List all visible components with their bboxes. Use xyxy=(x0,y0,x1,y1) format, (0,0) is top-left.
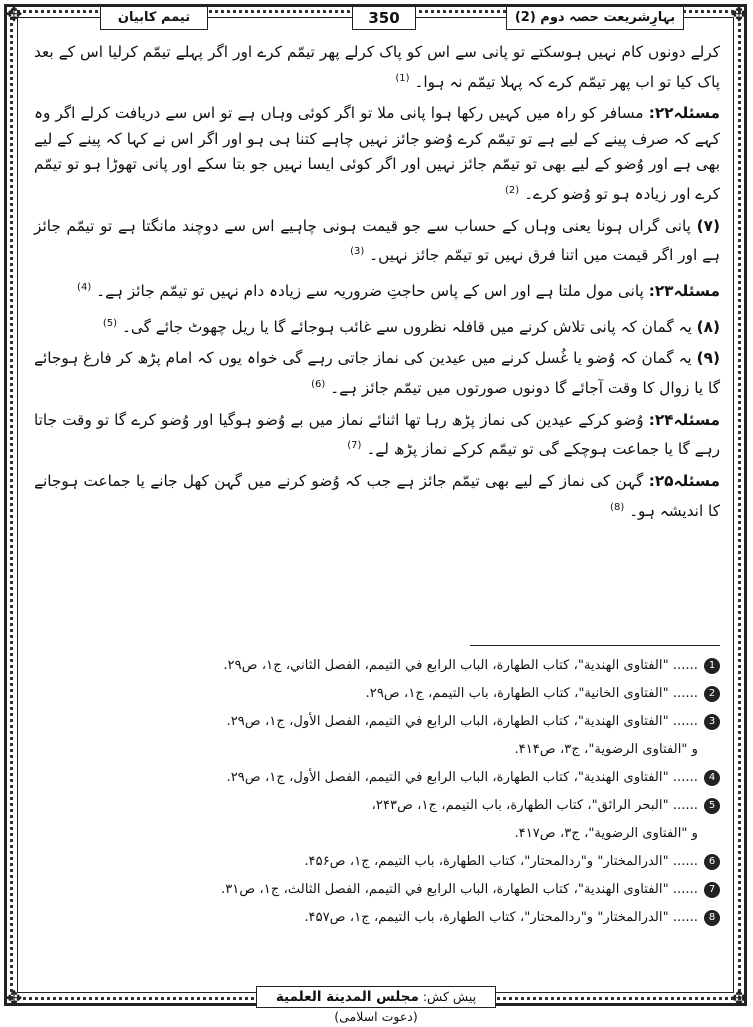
publisher-name: مجلس المدینة العلمیة xyxy=(275,989,419,1005)
footnote-number: 6 xyxy=(704,854,720,870)
footnote-item xyxy=(34,684,720,704)
paragraph xyxy=(34,408,720,463)
publisher-prefix: پیش کش: xyxy=(422,989,477,1004)
footnote-text: ...... "الفتاوی الهندیة"، کتاب الطهارة، الباب الرابع في التیمم، الفصل الثالث، ج۱، ص۳۱. xyxy=(221,882,698,897)
paragraph xyxy=(34,40,720,95)
paragraph xyxy=(34,311,720,341)
paragraph-text: مسافر کو راہ میں کہیں رکھا ہوا پانی ملا تو اگر کوئی وہاں ہے تو اس سے دریافت کرلے اگر وہ کہے کہ صرف پینے کے لیے ہے تو تیمّم کرے وُضو جائز نہیں چاہے کتنا ہی ہو اور اگر اس نے کہا کہ پینے کے لیے بھی ہے اور وُضو کے لیے بھی تو تیمّم جائز نہیں اور اگر کوئی ایسا نہیں جو بتا سکے اور پانی تھوڑا ہو تو تیمّم کرے اور زیادہ ہو تو وُضو کرے۔ xyxy=(34,104,720,204)
footnote-ref[interactable]: (3) xyxy=(350,246,365,258)
publisher-suffix: (دعوت اسلامی) xyxy=(334,1009,418,1024)
page-footer xyxy=(0,986,753,1024)
footnote-ref[interactable]: (8) xyxy=(610,501,625,513)
footnote-text: ...... "الفتاوی الهندیة"، کتاب الطهارة، الباب الرابع في التیمم، الفصل الأول، ج۱، ص۲۹. xyxy=(226,770,698,785)
publisher-box xyxy=(256,986,496,1024)
paragraph xyxy=(34,214,720,269)
paragraph-text: یہ گمان کہ وُضو یا غُسل کرنے میں عیدین کی نماز جاتی رہے گی خواہ یوں کہ امام پڑھ کر فارغ ہوجائے گا یا زوال کا وقت آجائے گا دونوں صورتوں میں تیمّم جائز ہے۔ xyxy=(34,349,720,398)
footnote-text: ...... "الفتاوی الهندیة"، کتاب الطهارة، الباب الرابع في التیمم، الفصل الأول، ج۱، ص۲۹. xyxy=(226,714,698,729)
footnote-number: 7 xyxy=(704,882,720,898)
clause-label: (۹) xyxy=(696,349,720,368)
footnote-text: ...... "الفتاوی الخانیة"، کتاب الطهارة، باب التیمم، ج۱، ص۲۹. xyxy=(365,686,698,701)
footnote-ref[interactable]: (1) xyxy=(395,72,410,84)
paragraph-text: پانی گراں ہونا یعنی وہاں کے حساب سے جو قیمت ہونی چاہیے اس سے دوچند مانگتا ہے تو تیمّم جائز ہے اور اگر قیمت میں اتنا فرق نہیں تو تیمّم جائز نہیں۔ xyxy=(34,216,720,265)
footnote-number: 5 xyxy=(704,798,720,814)
paragraph-text: کرلے دونوں کام نہیں ہوسکتے تو پانی سے اس کو پاک کرلے پھر تیمّم کرے اور اگر پہلے تیمّم کرلیا اس کے بعد پاک کیا تو اب پھر تیمّم کرے کہ پہلا تیمّم نہ ہوا۔ xyxy=(34,43,720,91)
footnote-text: و "الفتاوی الرضویة"، ج۳، ص۴۱۷. xyxy=(514,826,698,841)
footnote-number xyxy=(704,742,720,758)
page-header xyxy=(0,6,753,32)
paragraph-text: گہن کی نماز کے لیے بھی تیمّم جائز ہے جب کہ وُضو کرنے میں گہن کھل جانے یا جماعت ہوجانے کا اندیشہ ہو۔ xyxy=(34,471,720,520)
footnote-number xyxy=(704,826,720,842)
book-title: بہارِشریعت حصہ دوم (2) xyxy=(506,6,684,30)
footnote-text: و "الفتاوی الرضویة"، ج۳، ص۴۱۴. xyxy=(514,742,698,757)
footnote-ref[interactable]: (5) xyxy=(102,317,118,329)
page-number: 350 xyxy=(352,6,416,30)
footnote-number: 8 xyxy=(704,910,720,926)
footnote-text: ...... "البحر الرائق"، کتاب الطهارة، باب التیمم، ج۱، ص۲۴۳، xyxy=(371,798,698,813)
footnote-item xyxy=(34,880,720,900)
corner-ornament-icon: ✥ xyxy=(5,986,23,1010)
footnote-item xyxy=(34,796,720,816)
footnote-item xyxy=(34,740,720,760)
footnote-number: 4 xyxy=(704,770,720,786)
footnote-ref[interactable]: (6) xyxy=(311,379,326,390)
footnote-item xyxy=(34,824,720,844)
clause-label: (۸) xyxy=(696,317,720,336)
footnote-number: 3 xyxy=(704,714,720,730)
footnote-ref[interactable]: (4) xyxy=(77,282,92,294)
corner-ornament-icon: ✥ xyxy=(5,2,23,26)
footnote-ref[interactable]: (2) xyxy=(505,185,520,197)
masala-label: مسئلہ۲۵: xyxy=(648,471,720,490)
footnote-item xyxy=(34,656,720,676)
footnote-item xyxy=(34,908,720,928)
paragraph-text: یہ گمان کہ پانی تلاش کرنے میں قافلہ نظروں سے غائب ہوجائے گا یا ریل چھوٹ جائے گی۔ xyxy=(121,317,692,336)
paragraph xyxy=(34,101,720,207)
paragraph xyxy=(34,346,720,401)
paragraph-text: پانی مول ملتا ہے اور اس کے پاس حاجتِ ضروریہ سے زیادہ دام نہیں تو تیمّم جائز ہے۔ xyxy=(96,282,644,301)
paragraph xyxy=(34,469,720,524)
masala-label: مسئلہ۲۲: xyxy=(648,104,720,123)
footnote-item xyxy=(34,852,720,872)
footnote-text: ...... "الفتاوی الهندیة"، کتاب الطهارة، الباب الرابع في التیمم، الفصل الثاني، ج۱، ص۲۹. xyxy=(223,658,698,673)
paragraph xyxy=(34,275,720,305)
footnotes xyxy=(34,656,720,936)
footnote-text: ...... "الدرالمختار" و"ردالمحتار"، کتاب الطهارة، باب التیمم، ج۱، ص۴۵۷. xyxy=(304,910,698,925)
clause-label: (۷) xyxy=(696,216,720,235)
corner-ornament-icon: ✥ xyxy=(730,2,748,26)
footnote-number: 1 xyxy=(704,658,720,674)
main-text xyxy=(34,40,720,530)
masala-label: مسئلہ۲۳: xyxy=(648,282,720,301)
corner-ornament-icon: ✥ xyxy=(730,986,748,1010)
footnote-ref[interactable]: (7) xyxy=(347,440,362,452)
paragraph-text: وُضو کرکے عیدین کی نماز پڑھ رہا تھا اثنائے نماز میں بے وُضو ہوگیا اور وُضو کرے گا تو وقت جاتا رہے گا یا جماعت ہوچکے گی تو تیمّم کرکے نماز پڑھ لے۔ xyxy=(34,410,720,459)
masala-label: مسئلہ۲۴: xyxy=(648,410,720,429)
footnote-divider xyxy=(470,645,720,646)
footnote-item xyxy=(34,768,720,788)
footnote-text: ...... "الدرالمختار" و"ردالمحتار"، کتاب الطهارة، باب التیمم، ج۱، ص۴۵۶. xyxy=(304,854,698,869)
footnote-number: 2 xyxy=(704,686,720,702)
footnote-item xyxy=(34,712,720,732)
chapter-title: تیمم کابیان xyxy=(100,6,208,30)
